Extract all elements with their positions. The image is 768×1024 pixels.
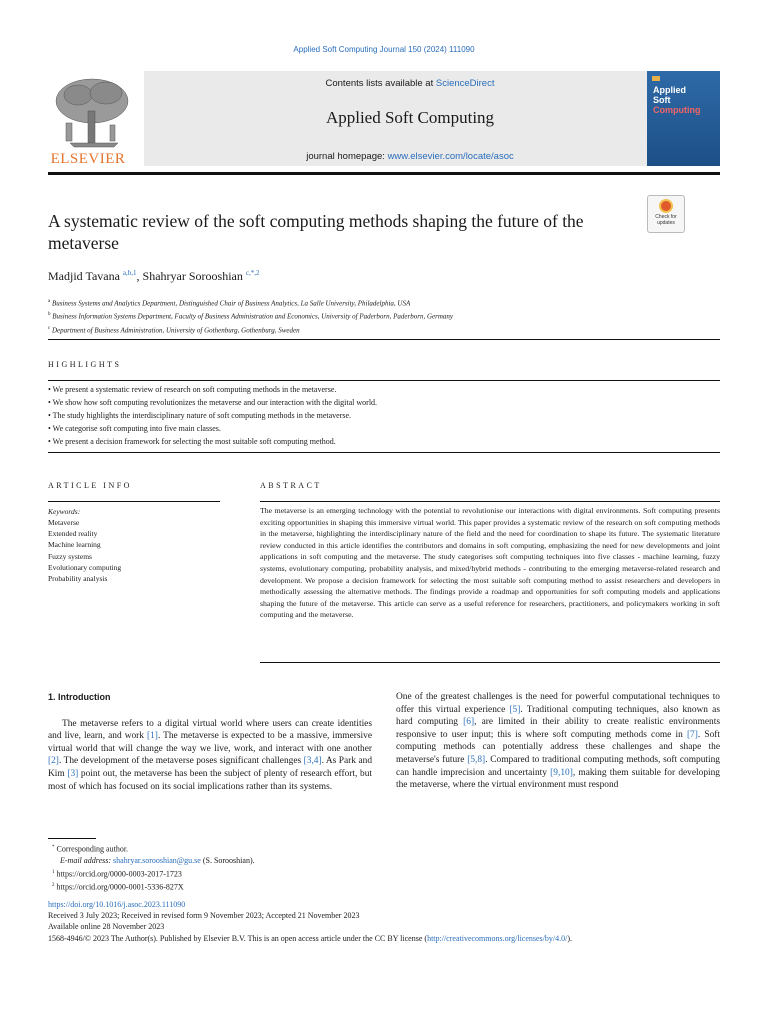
journal-name: Applied Soft Computing [325, 108, 495, 127]
highlight-item: • We categorise soft computing into five main classes. [48, 424, 221, 433]
online-date: Available online 28 November 2023 [48, 922, 165, 932]
doi-link[interactable]: https://doi.org/10.1016/j.asoc.2023.111090 [48, 900, 186, 909]
homepage-link[interactable]: www.elsevier.com/locate/asoc [387, 151, 514, 162]
sciencedirect-link[interactable]: ScienceDirect [435, 78, 495, 89]
citation-link[interactable]: [6] [463, 717, 475, 728]
author-affil-sup[interactable]: c,*,2 [245, 269, 260, 277]
check-updates-label: Check for updates [655, 214, 677, 226]
orcid-link[interactable]: https://orcid.org/0000-0003-2017-1723 [56, 869, 182, 879]
affiliations [48, 296, 453, 336]
highlights-top-rule [48, 339, 720, 340]
keyword-item: Evolutionary computing [48, 562, 122, 572]
article-info-heading: ARTICLE INFO [48, 481, 132, 490]
license-link[interactable]: http://creativecommons.org/licenses/by/4.0/ [427, 933, 568, 943]
journal-cover-thumbnail[interactable] [647, 71, 720, 166]
abstract-rule [260, 501, 720, 502]
footnote-orcid-2: $^2$ https://orcid.org/0000-0001-5336-827X [52, 882, 184, 892]
highlights-bottom-rule [48, 452, 720, 453]
highlight-item: • We show how soft computing revolutionizes the metaverse and our interaction with the digital world. [48, 398, 378, 407]
check-for-updates-button[interactable] [647, 195, 685, 233]
intro-left-column [48, 691, 372, 793]
email-link[interactable]: shahryar.sorooshian@gu.se [113, 856, 201, 866]
abstract-heading: ABSTRACT [260, 481, 322, 490]
affiliation-item: $^c$ Department of Business Administration, University of Gothenburg, Gothenburg, Sweden [48, 325, 300, 334]
cover-title: Applied Soft Computing [653, 85, 701, 115]
orcid-link[interactable]: https://orcid.org/0000-0001-5336-827X [56, 882, 184, 892]
intro-paragraph: One of the greatest challenges is the need for powerful computational techniques to offer this virtual experience [5]. Traditional computing techniques, also known as hard computing [6], are limited in their ability to create realistic environments responsive to user input; this is where soft computing methods come in [7]. Soft computing methods can potentially address these challenges and shape the metaverse's future [5,8]. Compared to traditional computing methods, soft computing can handle imprecision and uncertainty [9,10], making them suitable for developing the metaverse, where the virtual environment must respond [396, 692, 720, 791]
banner-center [144, 71, 676, 166]
footnote-email: E-mail address: shahryar.sorooshian@gu.se (S. Sorooshian). [60, 856, 255, 866]
citation-link[interactable]: [3] [67, 768, 79, 779]
citation-link[interactable]: [2] [48, 756, 59, 767]
keywords-list [48, 517, 121, 584]
publication-info [48, 899, 748, 944]
citation-link[interactable]: [9,10] [550, 767, 573, 778]
keyword-item: Probability analysis [48, 574, 108, 584]
check-updates-icon [659, 199, 673, 213]
citation-link[interactable]: [5] [509, 704, 521, 715]
header-rule [48, 172, 720, 175]
footnotes [52, 842, 255, 893]
homepage-line: journal homepage: www.elsevier.com/locate/asoc [306, 151, 514, 162]
footnote-rule [48, 838, 96, 839]
citation-link[interactable]: [3,4] [303, 756, 322, 767]
footnote-orcid-1: $^1$ https://orcid.org/0000-0003-2017-1723 [52, 869, 182, 879]
highlights-mid-rule [48, 380, 720, 381]
keyword-item: Machine learning [48, 540, 101, 550]
article-title: A systematic review of the soft computing methods shaping the future of the metaverse [48, 211, 584, 253]
article-info-rule [48, 501, 220, 502]
section-heading-introduction: 1. Introduction [48, 692, 111, 702]
license-line: 1568-4946/© 2023 The Author(s). Published by Elsevier B.V. This is an open access article under the CC BY license (http://creativecommons.org/licenses/by/4.0/). [48, 933, 573, 943]
abstract-text: The metaverse is an emerging technology with the potential to revolutionise our interactions with digital environments. Soft computing presents exciting opportunities in shaping this immersive virtual world. This paper provides a systematic review of the research on soft computing methods in the metaverse, highlighting the interdisciplinary nature of the field and the need for coordination to shape its future. The systematic literature review conducted in this article identifies the contributors and domains in soft computing, emphasizing the need for new developments and joint applications in soft computing and the metaverse. The study categorises soft computing techniques into five classes - machine learning, fuzzy systems, evolutionary computing, probability analysis, and mixed/hybrid methods - contributing to the emerging metaverse-related research and development. We propose a decision framework for selecting the most suitable soft computing method to assist researchers and developers in methodically assessing the alternative methods. The findings provide a roadmap and opportunities for soft computing models and applications shaping the future of the metaverse. This article can serve as a useful reference for researchers, practitioners, and policymakers working in soft computing and the metaverse. [260, 506, 720, 620]
author-name[interactable]: Shahryar Sorooshian [142, 269, 243, 283]
journal-banner [48, 71, 720, 166]
intro-right-column [396, 691, 720, 792]
author-affil-sup[interactable]: a,b,1 [122, 269, 137, 277]
keywords-label: Keywords: [48, 507, 81, 516]
elsevier-tree-logo [48, 71, 144, 166]
contents-line: Contents lists available at ScienceDirect [325, 78, 495, 89]
highlight-item: • The study highlights the interdisciplinary nature of soft computing methods in the metaverse. [48, 411, 352, 420]
footnote-corresponding: * Corresponding author. [52, 844, 129, 854]
abstract-bottom-rule [260, 662, 720, 663]
affiliation-item: $^a$ Business Systems and Analytics Department, Distinguished Chair of Business Analytics, La Salle University, Philadelphia, USA [48, 299, 411, 308]
author-list: Madjid Tavana $^{a,b,1}$, Shahryar Sorooshian $^{c,*,2}$ [48, 269, 260, 283]
highlight-item: • We present a decision framework for selecting the most suitable soft computing method. [48, 437, 336, 446]
highlight-item: • We present a systematic review of research on soft computing methods in the metaverse. [48, 385, 337, 394]
citation-link[interactable]: [1] [147, 731, 158, 742]
keyword-item: Fuzzy systems [48, 551, 92, 561]
keyword-item: Metaverse [48, 518, 80, 527]
keyword-item: Extended reality [48, 529, 98, 539]
intro-paragraph: The metaverse refers to a digital virtual world where users can create identities and live, learn, and work [1]. The metaverse is expected to be a massive, immersive virtual world that will change the way we live, work, and interact with one another [2]. The development of the metaverse poses significant challenges [3,4]. As Park and Kim [3] point out, the metaverse has been the subject of plenty of research effort, but most of which has focused on its social implications rather than its systems. [48, 718, 373, 792]
cover-logo-icon [652, 76, 660, 81]
affiliation-item: $^b$ Business Information Systems Department, Faculty of Business Administration and Economics, University of Paderborn, Paderborn, Germany [48, 312, 454, 321]
citation-link[interactable]: [7] [686, 729, 698, 740]
highlights-heading: HIGHLIGHTS [48, 360, 122, 369]
author-name[interactable]: Madjid Tavana [48, 269, 120, 283]
elsevier-wordmark: ELSEVIER [50, 151, 126, 167]
journal-reference[interactable]: Applied Soft Computing Journal 150 (2024) 111090 [293, 45, 475, 54]
received-dates: Received 3 July 2023; Received in revised form 9 November 2023; Accepted 21 November 2023 [48, 911, 360, 921]
highlights-list [48, 383, 377, 448]
citation-link[interactable]: [5,8] [467, 754, 486, 765]
